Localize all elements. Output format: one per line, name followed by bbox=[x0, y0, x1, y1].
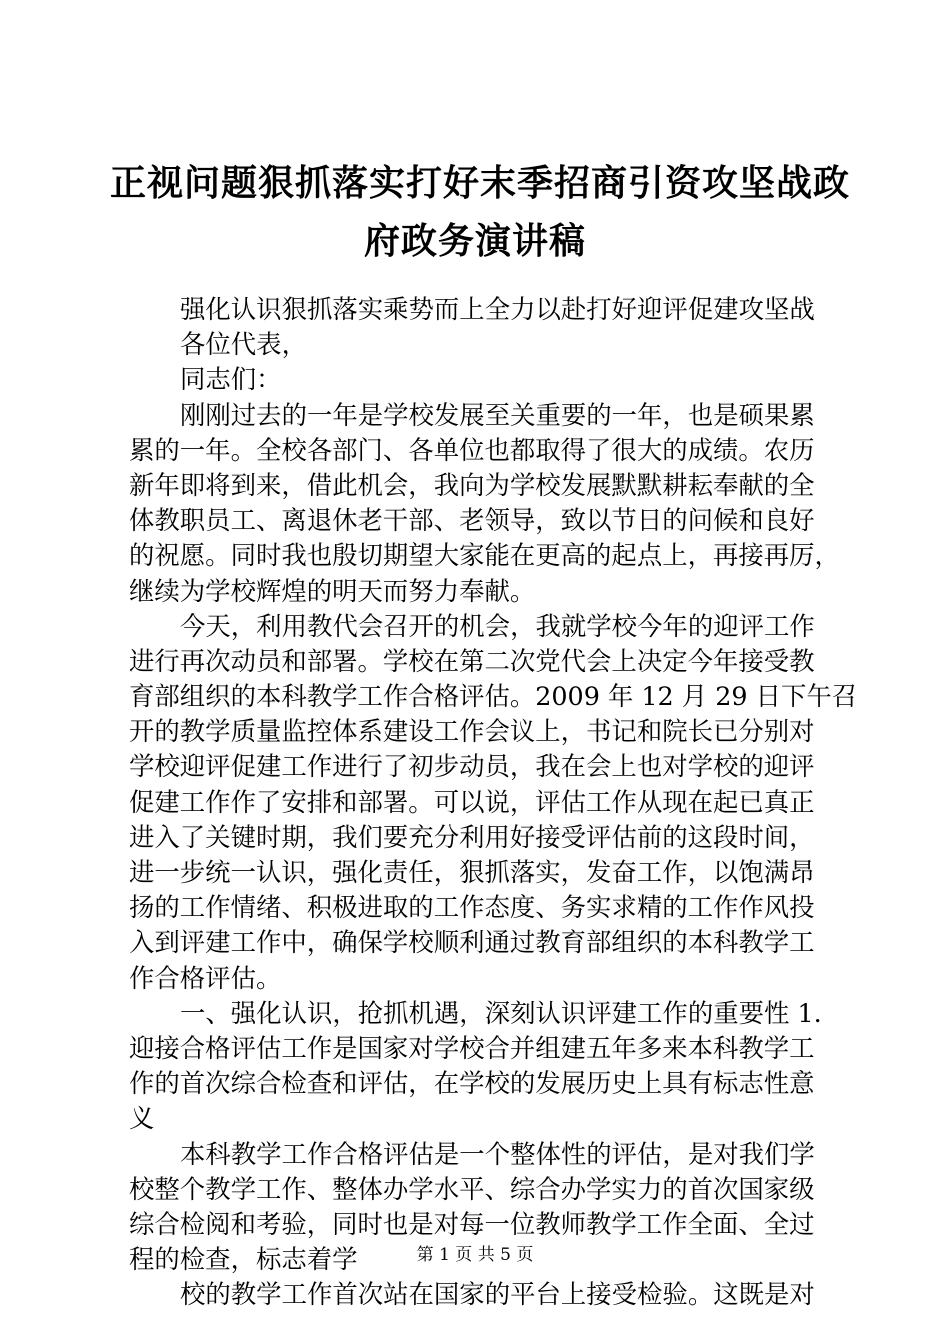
body-line: 迎接合格评估工作是国家对学校合并组建五年多来本科教学工 bbox=[129, 1032, 815, 1063]
body-line: 各位代表， bbox=[180, 329, 307, 360]
body-line: 作合格评估。 bbox=[129, 962, 282, 993]
body-line: 进入了关键时期，我们要充分利用好接受评估前的这段时间， bbox=[129, 821, 815, 852]
body-line: 校的教学工作首次站在国家的平台上接受检验。这既是对 bbox=[180, 1279, 815, 1310]
body-line: 体教职员工、离退休老干部、老领导，致以节日的问候和良好 bbox=[129, 505, 815, 536]
document-body bbox=[129, 292, 858, 1312]
body-line: 义 bbox=[129, 1103, 155, 1134]
body-line: 一、强化认识，抢抓机遇，深刻认识评建工作的重要性 1. bbox=[180, 997, 822, 1028]
body-line: 新年即将到来，借此机会，我向为学校发展默默耕耘奉献的全 bbox=[129, 469, 815, 500]
body-line: 学校迎评促建工作进行了初步动员，我在会上也对学校的迎评 bbox=[129, 751, 815, 782]
body-line: 强化认识狠抓落实乘势而上全力以赴打好迎评促建攻坚战 bbox=[180, 294, 815, 324]
body-line: 累的一年。全校各部门、各单位也都取得了很大的成绩。农历 bbox=[129, 434, 815, 465]
body-line: 程的检查，标志着学 bbox=[129, 1244, 358, 1275]
body-line: 作的首次综合检查和评估，在学校的发展历史上具有标志性意 bbox=[129, 1068, 815, 1099]
body-line: 刚刚过去的一年是学校发展至关重要的一年，也是硕果累 bbox=[180, 399, 815, 430]
body-line: 的祝愿。同时我也殷切期望大家能在更高的起点上，再接再厉， bbox=[129, 540, 840, 571]
body-line: 育部组织的本科教学工作合格评估。2009 年 12 月 29 日下午召 bbox=[129, 681, 858, 712]
body-line: 本科教学工作合格评估是一个整体性的评估，是对我们学 bbox=[180, 1138, 815, 1169]
page-footer: 第 1 页 共 5 页 bbox=[416, 1245, 534, 1265]
document-title-line-1: 正视问题狠抓落实打好末季招商引资攻坚战政 bbox=[110, 162, 851, 204]
body-line: 综合检阅和考验，同时也是对每一位教师教学工作全面、全过 bbox=[129, 1208, 815, 1239]
body-line: 校整个教学工作、整体办学水平、综合办学实力的首次国家级 bbox=[129, 1173, 815, 1204]
body-line: 今天，利用教代会召开的机会，我就学校今年的迎评工作 bbox=[180, 610, 815, 641]
body-line: 入到评建工作中，确保学校顺利通过教育部组织的本科教学工 bbox=[129, 927, 815, 958]
body-line: 开的教学质量监控体系建设工作会议上，书记和院长已分别对 bbox=[129, 716, 815, 747]
body-line: 进行再次动员和部署。学校在第二次党代会上决定今年接受教 bbox=[129, 645, 815, 676]
body-line: 扬的工作情绪、积极进取的工作态度、务实求精的工作作风投 bbox=[129, 892, 815, 923]
document-title-line-2: 府政务演讲稿 bbox=[363, 220, 586, 262]
body-line: 促建工作作了安排和部署。可以说，评估工作从现在起已真正 bbox=[129, 786, 815, 817]
body-line: 进一步统一认识，强化责任，狠抓落实，发奋工作，以饱满昂 bbox=[129, 857, 815, 887]
body-line: 继续为学校辉煌的明天而努力奉献。 bbox=[129, 575, 536, 606]
body-line: 同志们： bbox=[180, 364, 282, 395]
